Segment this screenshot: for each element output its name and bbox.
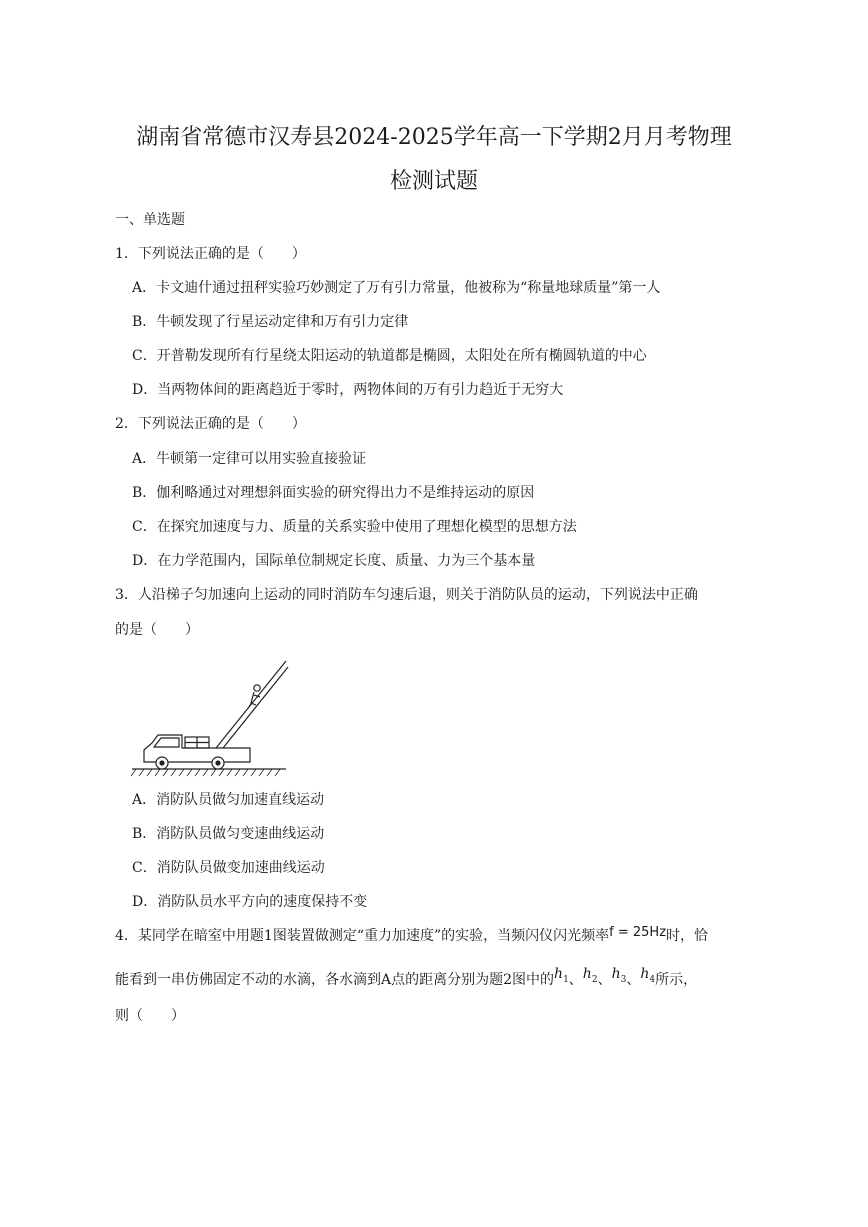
frequency-formula: f = 25Hz [609,925,667,940]
separator: 、 [597,972,612,988]
q3-option-d: D．消防队员水平方向的速度保持不变 [132,894,368,910]
q1-option-b: B．牛顿发现了行星运动定律和万有引力定律 [132,314,409,330]
title-line-1: 湖南省常德市汉寿县2024-2025学年高一下学期2月月考物理 [136,125,732,150]
symbol-h1: $h_1$ [554,966,569,985]
exam-title [60,116,808,204]
symbol-h4: $h_4$ [640,966,656,985]
q4-stem-line-2 [115,966,698,996]
q1-option-c: C．开普勒发现所有行星绕太阳运动的轨道都是椭圆，太阳处在所有椭圆轨道的中心 [132,348,647,364]
q3-stem-line-1: 3．人沿梯子匀加速向上运动的同时消防车匀速后退，则关于消防队员的运动，下列说法中正确 [115,587,698,603]
separator: 、 [626,972,641,988]
q2-stem: 2．下列说法正确的是（ ） [115,416,306,432]
title-line-2: 检测试题 [389,169,478,194]
q2-option-d: D．在力学范围内，国际单位制规定长度、质量、力为三个基本量 [132,553,536,569]
fire-truck-ladder-figure [130,655,290,780]
q4-stem-line-1 [115,926,708,947]
q4-text-1: 4．某同学在暗室中用题1图装置做测定“重力加速度”的实验，当频闪仪闪光频率 [115,928,610,944]
q4-stem-line-3: 则（ ） [115,1008,185,1024]
q4-text-4: 所示， [655,972,698,988]
fire-truck-icon [131,661,288,776]
q3-stem-line-2: 的是（ ） [115,622,199,638]
q2-option-a: A．牛顿第一定律可以用实验直接验证 [132,451,367,467]
q3-option-b: B．消防队员做匀变速曲线运动 [132,826,325,842]
symbol-h2: $h_2$ [582,966,598,985]
section-heading: 一、单选题 [115,212,185,228]
q2-option-b: B．伽利略通过对理想斜面实验的研究得出力不是维持运动的原因 [132,485,535,501]
q3-option-a: A．消防队员做匀加速直线运动 [132,792,325,808]
q4-text-3: 能看到一串仿佛固定不动的水滴，各水滴到A点的距离分别为题2图中的 [115,972,555,988]
q2-option-c: C．在探究加速度与力、质量的关系实验中使用了理想化模型的思想方法 [132,519,577,535]
q1-option-a: A．卡文迪什通过扭秤实验巧妙测定了万有引力常量，他被称为“称量地球质量”第一人 [132,280,661,296]
q1-option-d: D．当两物体间的距离趋近于零时，两物体间的万有引力趋近于无穷大 [132,382,564,398]
separator: 、 [568,972,583,988]
q4-text-2: 时，恰 [666,928,709,944]
symbol-h3: $h_3$ [611,966,627,985]
q3-option-c: C．消防队员做变加速曲线运动 [132,860,325,876]
q1-stem: 1．下列说法正确的是（ ） [115,246,306,262]
